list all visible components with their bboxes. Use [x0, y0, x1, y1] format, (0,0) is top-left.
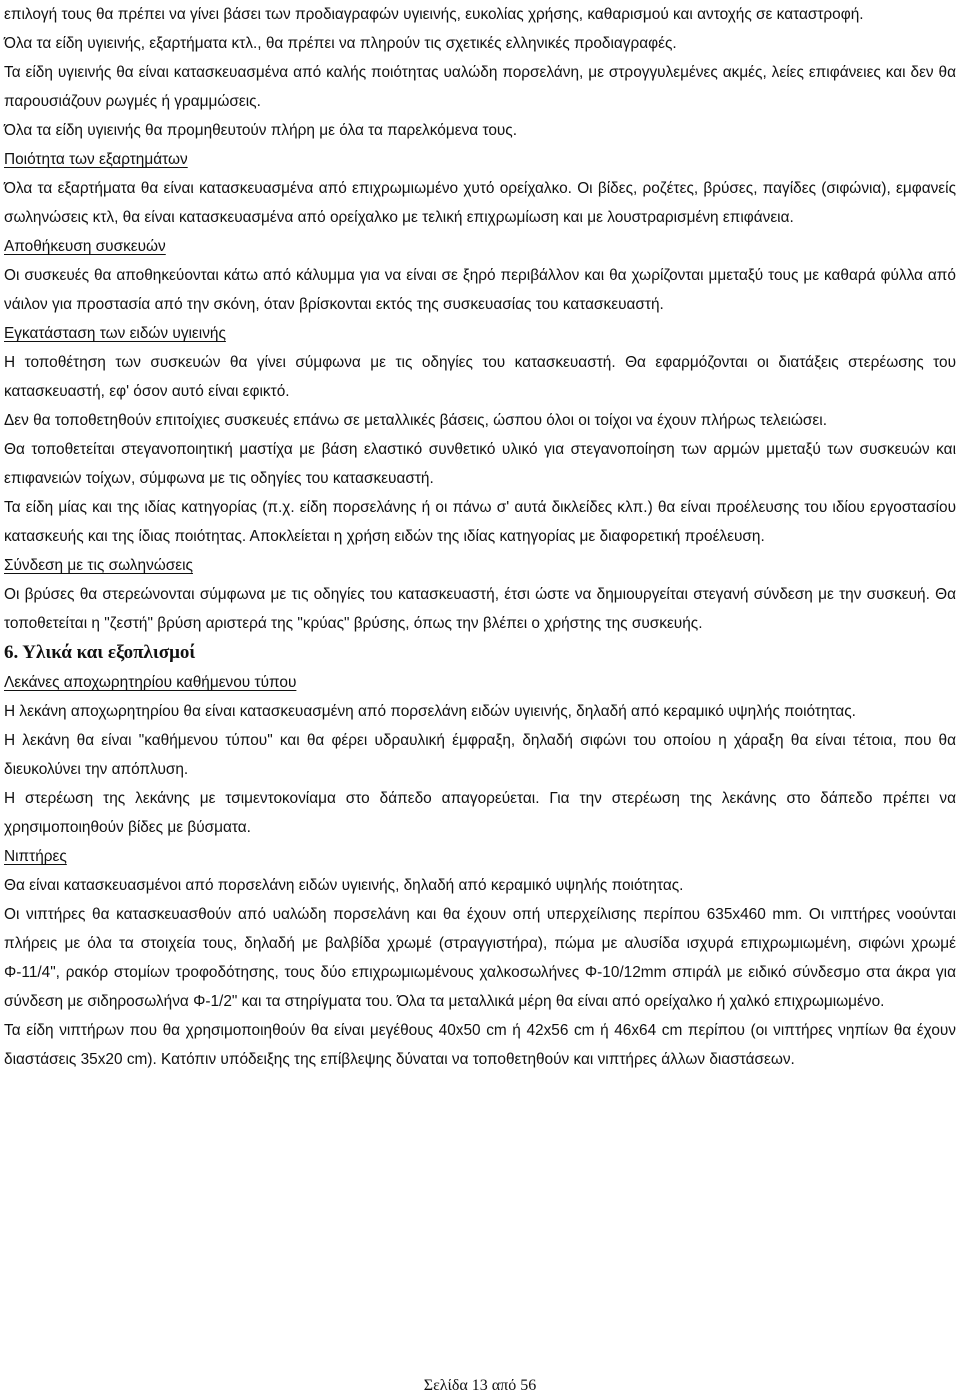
heading-storage: Αποθήκευση συσκευών — [4, 238, 166, 255]
paragraph-accessories: Όλα τα είδη υγιεινής θα προμηθευτούν πλήρη με όλα τα παρελκόμενα τους. — [4, 122, 517, 139]
paragraph-toilet-porcelain: Η λεκάνη αποχωρητηρίου θα είναι κατασκευασμένη από πορσελάνη ειδών υγιεινής, δηλαδή από κεραμικό υψηλής ποιότητας. — [4, 703, 856, 720]
paragraph-installation-manufacturer: Η τοποθέτηση των συσκευών θα γίνει σύμφωνα με τις οδηγίες του κατασκευαστή. Θα εφαρμόζονται οι διατάξεις στερέωσης του κατασκευαστή, εφ' όσον αυτό είναι εφικτό. — [4, 354, 956, 400]
heading-fittings-quality: Ποιότητα των εξαρτημάτων — [4, 151, 188, 168]
section-title-materials: 6. Υλικά και εξοπλισμοί — [4, 642, 196, 663]
paragraph-sealant: Θα τοποθετείται στεγανοποιητική μαστίχα με βάση ελαστικό συνθετικό υλικό για στεγανοποίηση των αρμών μμεταξύ των συσκευών και επιφανειών τοίχων, σύμφωνα με τις οδηγίες του κατασκευαστή. — [4, 441, 956, 487]
heading-pipe-connection: Σύνδεση με τις σωληνώσεις — [4, 557, 193, 574]
paragraph-fittings-brass: Όλα τα εξαρτήματα θα είναι κατασκευασμένα από επιχρωμιωμένο χυτό ορείχαλκο. Οι βίδες, ροζέτες, βρύσες, παγίδες (σιφώνια), εμφανείς σωληνώσεις κτλ, θα είναι κατασκευασμένα από ορείχαλκο με τελική επιχρωμίωση και με λουστραρισμένη επιφάνεια. — [4, 180, 956, 226]
page-number-footer: Σελίδα 13 από 56 — [423, 1377, 537, 1394]
paragraph-hygiene-selection: επιλογή τους θα πρέπει να γίνει βάσει των προδιαγραφών υγιεινής, ευκολίας χρήσης, καθαρισμού και αντοχής σε καταστροφή. — [4, 6, 864, 23]
heading-toilets: Λεκάνες αποχωρητηρίου καθήμενου τύπου — [4, 674, 297, 691]
paragraph-wall-mounted: Δεν θα τοποθετηθούν επιτοίχιες συσκευές επάνω σε μεταλλικές βάσεις, ώσπου όλοι οι τοίχοι να έχουν πλήρως τελειώσει. — [4, 412, 827, 429]
heading-washbasins: Νιπτήρες — [4, 848, 67, 865]
document-page — [4, 0, 956, 1074]
paragraph-washbasin-porcelain: Θα είναι κατασκευασμένοι από πορσελάνη ειδών υγιεινής, δηλαδή από κεραμικό υψηλής ποιότητας. — [4, 877, 684, 894]
heading-installation: Εγκατάσταση των ειδών υγιεινής — [4, 325, 226, 342]
paragraph-faucets: Οι βρύσες θα στερεώνονται σύμφωνα με τις οδηγίες του κατασκευαστή, έτσι ώστε να δημιουργείται στεγανή σύνδεση με την συσκευή. Θα τοποθετείται η "ζεστή" βρύση αριστερά της "κρύας" βρύσης, όπως την βλέπει ο χρήστης της συσκευής. — [4, 586, 956, 632]
paragraph-washbasin-components: Οι νιπτήρες θα κατασκευασθούν από υαλώδη πορσελάνη και θα έχουν οπή υπερχείλισης περίπου 635x460 mm. Οι νιπτήρες νοούνται πλήρεις με όλα τα στοιχεία τους, δηλαδή με βαλβίδα χρωμέ (στραγγιστήρα), πώμα με αλυσίδα ισχυρά επιχρωμιωμένη, σιφώνι χρωμέ Φ-11/4", ρακόρ στομίων τροφοδότησης, τους δύο επιχρωμιωμένους χαλκοσωλήνες Φ-10/12mm σπιράλ με ειδικό σύνδεσμο στα άκρα για σύνδεση με σιδηροσωλήνα Φ-1/2" και τα στηρίγματα του. Όλα τα μεταλλικά μέρη θα είναι από ορείχαλκο ή χαλκό επιχρωμιωμένο. — [4, 906, 956, 1010]
paragraph-toilet-type: Η λεκάνη θα είναι "καθήμενου τύπου" και θα φέρει υδραυλική έμφραξη, δηλαδή σιφώνι του οποίου η χάραξη θα είναι τέτοια, που θα διευκολύνει την απόπλυση. — [4, 732, 956, 778]
paragraph-storage: Οι συσκευές θα αποθηκεύονται κάτω από κάλυμμα για να είναι σε ξηρό περιβάλλον και θα χωρίζονται μμεταξύ τους με καθαρά φύλλα από νάιλον για προστασία από την σκόνη, όταν βρίσκονται εκτός της συσκευασίας του κατασκευαστή. — [4, 267, 956, 313]
paragraph-porcelain: Τα είδη υγιεινής θα είναι κατασκευασμένα από καλής ποιότητας υαλώδη πορσελάνη, με στρογγυλεμένες ακμές, λείες επιφάνειες και δεν θα παρουσιάζουν ρωγμές ή γραμμώσεις. — [4, 64, 956, 110]
paragraph-greek-specs: Όλα τα είδη υγιεινής, εξαρτήματα κτλ., θα πρέπει να πληρούν τις σχετικές ελληνικές προδιαγραφές. — [4, 35, 677, 52]
paragraph-washbasin-sizes: Τα είδη νιπτήρων που θα χρησιμοποιηθούν θα είναι μεγέθους 40x50 cm ή 42x56 cm ή 46x64 cm περίπου (οι νιπτήρες νηπίων θα έχουν διαστάσεις 35x20 cm). Κατόπιν υπόδειξης της επίβλεψης δύναται να τοποθετηθούν και νιπτήρες άλλων διαστάσεων. — [4, 1022, 956, 1068]
paragraph-same-origin: Τα είδη μίας και της ιδίας κατηγορίας (π.χ. είδη πορσελάνης ή οι πάνω σ' αυτά δικλείδες κλπ.) θα είναι προέλευσης του ιδίου εργοστασίου κατασκευής και της ίδιας ποιότητας. Αποκλείεται η χρήση ειδών της ιδίας κατηγορίας με διαφορετική προέλευση. — [4, 499, 956, 545]
paragraph-toilet-fixing: Η στερέωση της λεκάνης με τσιμεντοκονίαμα στο δάπεδο απαγορεύεται. Για την στερέωση της λεκάνης στο δάπεδο πρέπει να χρησιμοποιηθούν βίδες με βύσματα. — [4, 790, 956, 836]
